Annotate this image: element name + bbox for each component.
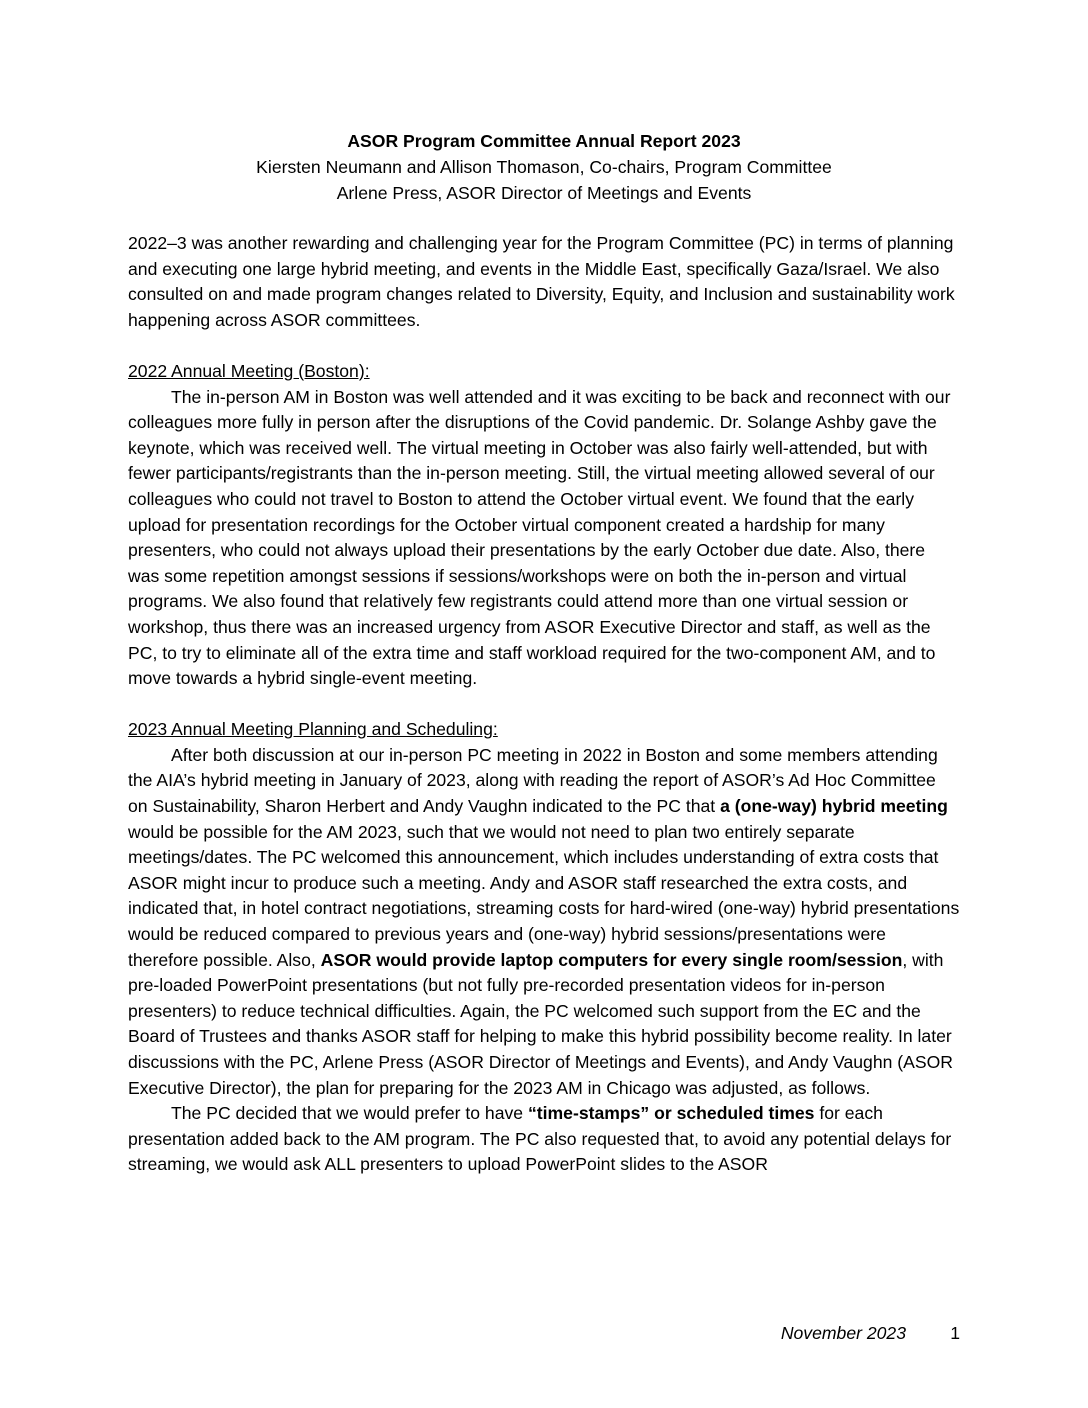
text-run: After both discussion at our in-person PC meeting in 2022 in Boston and some members attending the AIA’s hybrid meeting in January of 2023, along with reading the report of ASOR’s Ad Hoc Committee on Sustainability, Sharon Herbert and Andy Vaughn indicated to the PC that (128, 744, 938, 817)
page-number: 1 (950, 1323, 960, 1343)
intro-paragraph: 2022–3 was another rewarding and challenging year for the Program Committee (PC) in terms of planning and executing one large hybrid meeting, and events in the Middle East, specifically Gaza/Israel. We also consulted on and made program changes related to Diversity, Equity, and Inclusion and sustainability work happening across ASOR committees. (128, 233, 955, 330)
section-2022-paragraph: The in-person AM in Boston was well attended and it was exciting to be back and reconnect with our colleagues more fully in person after the disruptions of the Covid pandemic. Dr. Solange Ashby gave the keynote, which was received well. The virtual meeting in October was also fairly well-attended, but with fewer participants/registrants than the in-person meeting. Still, the virtual meeting allowed several of our colleagues who could not travel to Boston to attend the October virtual event. We found that the early upload for presentation recordings for the October virtual component created a hardship for many presenters, who could not always upload their presentations by the early October due date. Also, there was some repetition amongst sessions if sessions/workshops were on both the in-person and virtual programs. We also found that relatively few registrants could attend more than one virtual session or workshop, thus there was an increased urgency from ASOR Executive Director and staff, as well as the PC, to try to eliminate all of the extra time and staff workload required for the two-component AM, and to move towards a hybrid single-event meeting. (128, 386, 951, 689)
section-heading-2022: 2022 Annual Meeting (Boston): (128, 360, 370, 381)
section-2023-paragraph-2 (128, 1101, 960, 1178)
co-chairs-line: Kiersten Neumann and Allison Thomason, Co-chairs, Program Committee (256, 157, 832, 177)
text-run: would be possible for the AM 2023, such that we would not need to plan two entirely separate meetings/dates. The PC welcomed this announcement, which includes understanding of extra costs that ASOR might incur to produce such a meeting. Andy and ASOR staff researched the extra costs, and indicated that, in hotel contract negotiations, streaming costs for hard-wired (one-way) hybrid presentations would be reduced compared to previous years and (one-way) hybrid sessions/presentations were therefore possible. Also, (128, 821, 960, 970)
section-2023-paragraph-1 (128, 743, 960, 1101)
bold-laptops: ASOR would provide laptop computers for every single room/session (320, 949, 903, 970)
report-title: ASOR Program Committee Annual Report 2023 (347, 131, 741, 151)
director-line: Arlene Press, ASOR Director of Meetings and Events (336, 183, 752, 203)
bold-hybrid-meeting: a (one-way) hybrid meeting (720, 796, 948, 817)
report-body (128, 231, 960, 1178)
section-heading-2023: 2023 Annual Meeting Planning and Scheduling: (128, 719, 498, 740)
text-run: The PC decided that we would prefer to have (171, 1103, 528, 1124)
bold-time-stamps: “time-stamps” or scheduled times (527, 1103, 815, 1124)
text-run: , with pre-loaded PowerPoint presentations (but not fully pre-recorded presentation videos for in-person presenters) to reduce technical difficulties. Again, the PC welcomed such support from the EC and the Board of Trustees and thanks ASOR staff for helping to make this hybrid possibility become reality. In later discussions with the PC, Arlene Press (ASOR Director of Meetings and Events), and Andy Vaughn (ASOR Executive Director), the plan for preparing for the 2023 AM in Chicago was adjusted, as follows. (128, 949, 954, 1098)
text-run: for each presentation added back to the AM program. The PC also requested that, to avoid any potential delays for streaming, we would ask ALL presenters to upload PowerPoint slides to the ASOR (128, 1103, 952, 1175)
report-header (128, 128, 960, 206)
footer-date: November 2023 (780, 1323, 906, 1343)
